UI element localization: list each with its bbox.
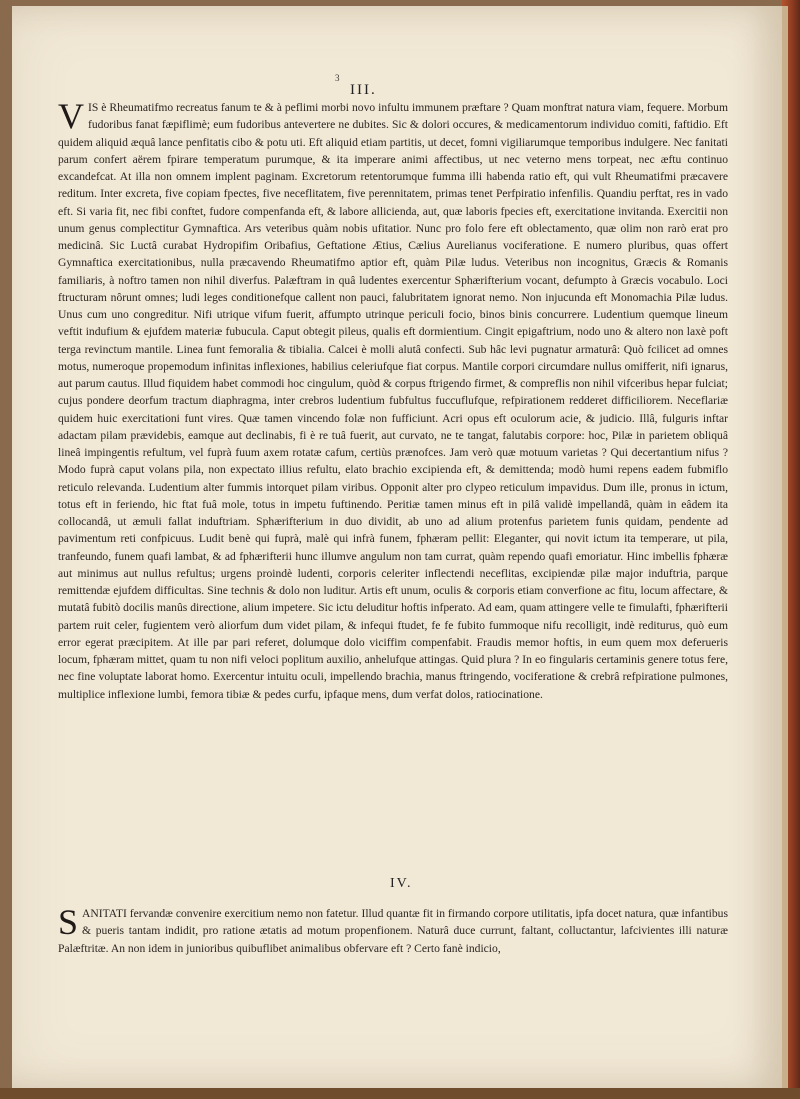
signature-mark: 3 — [335, 73, 340, 83]
paragraph-iii: IS è Rheumatifmo recreatus fanum te & à peflimi morbi novo infultu immunem præftare ? Quam monftrat natura viam, fequere. Morbum fudoribus fanat fæpiflimè; eum fudoribus antevertere ne dubites. Sic & dolori occures, & medicamentorum individuo comiti, faftidio. Eft quidem aliquid æquâ lance penfitatis cibo & potu uti. Eft aliquid etiam partitis, ut decet, fomni vigiliarumque temporibus indulgere. Nec fanitati parum confert aërem fpirare temperatum purumque, & ita imperare animi affectibus, ut nec veterno mens torpeat, nec æftu continuo excandefcat. At illa non omnem implent paginam. Excretorum retentorumque fumma illi habenda ratio eft, qui vult Rheumatifmi præcavere reditum. Inter excreta, five copiam fpectes, five neceflitatem, five perennitatem, primas tenet Perfpiratio infenfilis. Quandiu perftat, res in vado eft. Si varia fit, nec fibi conftet, fudore compenfanda eft, & labore allicienda, aut, quæ laboris fpecies eft, exercitatione invitanda. Exercitii non unum genus complectitur Gymnaftica. Ars veteribus quàm nobis ufitatior. Nunc pro folo fere eft oblectamento, quæ olim non rarò erat pro medicinâ. Sic Luctâ curabat Hydropifim Oribafius, Geftatione Ætius, Cælius Aurelianus vociferatione. E numero pluribus, quas offert Gymnaftica exercitationibus, nulla præcavendo Rheumatifmo aptior eft, quàm Pilæ ludus. Veteribus non incognitus, Græcis & Romanis familiaris, à noftro tamen non nihil diverfus. Palæftram in quâ ludentes exercentur Sphærifterium vocant, defumpto à Græcis vocabulo. Loci ftructuram nôrunt omnes; ludi leges conditionefque callent non pauci, falubritatem ignorat nemo. Non injucunda eft Monomachia Pilæ ludus. Unus cum uno congreditur. Nifi utrique vifum fuerit, affumpto utrinque periculi focio, binos binis concurrere. Ludentium quemque lineum veftit indufium & ejufdem materiæ fubucula. Caput obtegit pileus, qualis eft dormientium. Cingit epigaftrium, nodo uno & altero non laxè poft terga revinctum mantile. Linea funt femoralia & tibialia. Calcei è molli alutâ confecti. Sub hâc levi pugnatur armaturâ: Quò fcilicet ad omnes motus, numeroque propemodum infinitas inflexiones, habilius celeriufque fiat corpus. Mantile corpori circumdare nullus omifferit, nifi ignarus, aut parum cautus. Illud fiquidem habet commodi hoc cingulum, quòd & corpus ftrigendo firmet, & compreflis non nihil vifceribus hepar fulciat; cujus pondere deorfum tractum diaphragma, inter crebros ludentium fubfultus fuccuflufque, refpirationem redderet difficiliorem. Neceflariæ quidem huic exercitationi funt vires. Quæ tamen vincendo folæ non fufficiunt. Acri opus eft oculorum acie, & judicio. Illâ, fulguris inftar adactam pilam prævidebis, eamque aut declinabis, fi è re tuâ fuerit, aut curvato, ne te tangat, falutabis corpore: hoc, Pilæ in parietem obliquâ lineâ impingentis refultum, vel fuprà fuum axem rotatæ cafum, certiùs prænofces. Jam verò quæ motuum varietas ? Qui decertantium nifus ? Modo fuprà caput volans pila, non expectato illius refultu, elato brachio excipienda eft, & demittenda; modò humi repens eadem fubmiflo reticulo relevanda. Ludentium alter fummis intorquet pilam viribus. Opponit alter pro clypeo reticulum impavidus. Dum ille, pronus in ictum, totus eft in feriendo, hic ftat fuâ mole, totus in impetu fuftinendo. Peritiæ tamen minus eft in pilâ validè impellandâ, quàm in eâdem ita collocandâ, ut æmuli fallat induftriam. Sphærifterium in duo dividit, ab uno ad alium protenfus parietem funis quidam, pendente ad pavimentum reti confpicuus. Ludit benè qui fuprà, malè qui infrà funem, fphæram pellit: Eleganter, qui novit ictum ita temperare, ut pila, tranfeundo, funem quafi lambat, & ad fphærifterii hunc illumve angulum non tam currat, quàm rependo quafi emoriatur. Hinc imbellis fphæræ aut minimus aut nullus refultus; urgens proindè ludenti, corporis celeriter inflectendi neceflitas, excipiendæ pilæ major induftria, parque remittendæ ejufdem difficultas. Sine technis & dolo non luditur. Artis eft unum, oculis & corporis etiam converfione ac fitu, locum affectare, & mutatâ fubitò docilis manûs directione, alium impetere. Sic ictu deluditur hoftis infperato. Ad eam, quam attingere velle te fimulafti, fphærifterii partem ruit celer, fugientem verò aliorfum dum videt pilam, & infequi ftudet, fe fe fubito fummoque nifu recolligit, indè rediturus, quò eum error egerat præcipitem. At ille par pari referet, dolumque dolo viciffim compenfabit. Fraudis memor hoftis, in eum quem mox deferueris locum, fphæram mittet, quam tu non nifi veloci poplitum auxilio, anhelufque attingas. Quid plura ? In eo fingularis certaminis genere totus fere, nec fine voluptate laborat homo. Exercentur intuitu oculi, impellendo brachia, manus ftringendo, vociferatione & crebrâ refpiratione pulmones, multiplice inflexione lumbi, femora tibiæ & pedes curfu, ipfaque mens, dum verfat dolos, ratiocinatione. — [58, 101, 728, 701]
drop-cap-v: V — [58, 96, 84, 136]
section-iv-text — [58, 902, 728, 975]
section-iii-text — [58, 96, 728, 869]
page-shadow — [0, 1088, 800, 1099]
section-number-iv: IV. — [390, 876, 413, 891]
paragraph-iv: ANITATI fervandæ convenire exercitium nemo non fatetur. Illud quantæ fit in firmando corpore utilitatis, ipfa docet natura, quæ infantibus & pueris tantam indidit, pro ratione ætatis ad motum propenfionem. Naturâ duce currunt, faltant, colluctantur, lafcivientes illi naturæ Palæftritæ. An non idem in junioribus quibuflibet animalibus obfervare eft ? Certo fanè indicio, — [58, 907, 728, 955]
section-number-iii: III. — [350, 82, 377, 98]
drop-cap-s: S — [58, 902, 79, 942]
